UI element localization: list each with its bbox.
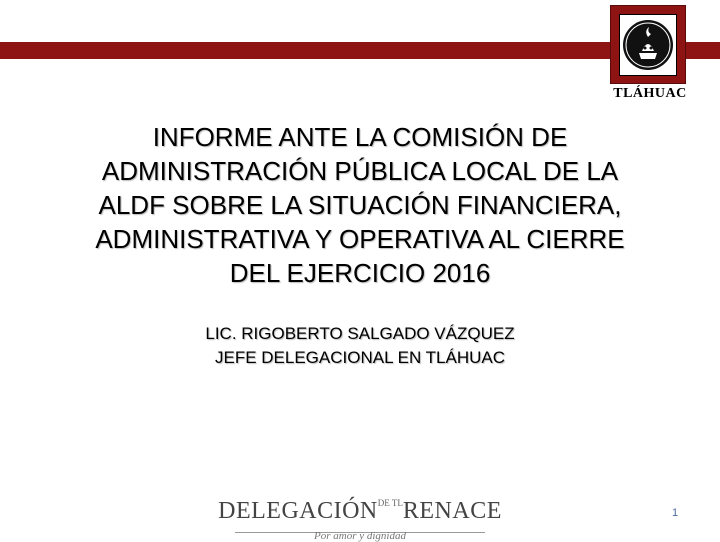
footer-brand-sep: DE TL: [377, 498, 403, 508]
logo-caption: TLÁHUAC: [613, 86, 687, 101]
presenter-name: LIC. RIGOBERTO SALGADO VÁZQUEZ: [205, 324, 515, 343]
footer-brand: [200, 498, 520, 525]
footer-brand-left: DELEGACIÓN: [218, 498, 378, 524]
slide-title: [40, 120, 680, 290]
tlahuac-glyph-icon: [619, 14, 677, 76]
title-line: ADMINISTRACIÓN PÚBLICA LOCAL DE LA: [101, 156, 619, 186]
title-line: DEL EJERCICIO 2016: [229, 258, 491, 288]
title-line: ALDF SOBRE LA SITUACIÓN FINANCIERA,: [98, 190, 622, 220]
logo: [610, 5, 686, 84]
presenter-role: JEFE DELEGACIONAL EN TLÁHUAC: [214, 348, 506, 367]
page-number: 1: [671, 507, 679, 519]
title-line: INFORME ANTE LA COMISIÓN DE: [152, 122, 568, 152]
footer-tagline: Por amor y dignidad: [314, 530, 406, 542]
footer-brand-right: RENACE: [402, 498, 502, 524]
title-line: ADMINISTRATIVA Y OPERATIVA AL CIERRE: [95, 224, 625, 254]
slide-subtitle: [80, 322, 640, 370]
